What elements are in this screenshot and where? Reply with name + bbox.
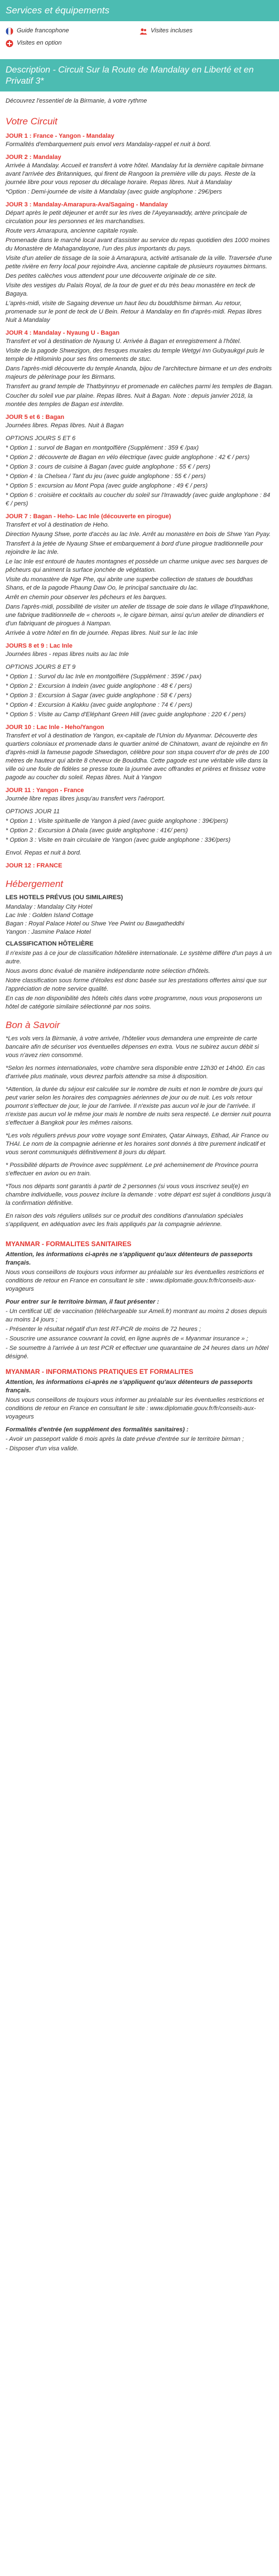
classification-text <box>6 949 273 1011</box>
day-line: * Option 3 : Excursion à Sagar (avec guide anglophone : 58 € / pers) <box>6 692 192 699</box>
day-line: Visite du monastère de Nge Phe, qui abrite une superbe collection de statues de bouddhas Shans, et de la pagode Phaung Daw Oo, le principal sanctuaire du lac. <box>6 576 253 591</box>
day-block <box>6 787 273 803</box>
day-line: *Option : Demi-journée de visite à Mandalay (avec guide anglophone : 29€/pers <box>6 189 222 195</box>
day-block <box>6 153 273 196</box>
day-line: * Option 6 : croisière et cocktails au coucher du soleil sur l'Irrawaddy (avec guide anglophone : 84 € / pers) <box>6 492 271 507</box>
day-title: JOUR 4 : Mandalay - Nyaung U - Bagan <box>6 330 120 336</box>
user-group-icon <box>140 27 147 35</box>
day-line: Départ après le petit déjeuner et arrêt sur les rives de l'Ayeyarwaddy, artère principale de circulation pour les personnes et les marchandises. <box>6 210 247 225</box>
day-line: OPTIONS JOURS 5 ET 6 <box>6 435 76 442</box>
good-to-know-heading: Bon à Savoir <box>6 1020 60 1030</box>
day-block <box>6 513 273 638</box>
day-line: Route vers Amarapura, ancienne capitale royale. <box>6 228 139 234</box>
info-paragraph: *Les vols réguliers prévus pour votre voyage sont Emirates, Qatar Airways, Etihad, Air France ou THAI. Le nom de la compagnie aérienne et les horaires sont donnés à titre purement indicatif et vous seront communiqués définitivement 8 jours du départ. <box>6 1132 269 1156</box>
info-paragraph: *Selon les normes internationales, votre chambre sera disponible entre 12h30 et 14h00. En cas d'arrivée plus matinale, vous devrez parfois attendre sa mise à disposition. <box>6 1065 265 1080</box>
day-block <box>6 723 273 782</box>
practical-heading: MYANMAR - INFORMATIONS PRATIQUES ET FORMALITES <box>6 1368 194 1376</box>
day-line: * Option 5 : Visite au Camp d'Eléphant Green Hill (avec guide anglophone : 220 € / pers) <box>6 711 246 718</box>
day-line: Transfert et vol à destination de Nyaung U. Arrivée à Bagan et enregistrement à l'hôtel. <box>6 338 242 345</box>
practical-line: Formalités d'entrée (en supplément des formalités sanitaires) : <box>6 1426 189 1433</box>
practical-line: - Disposer d'un visa valide. <box>6 1445 79 1452</box>
day-line: * Option 5 : excursion au Mont Popa (avec guide anglophone : 49 € / pers) <box>6 483 208 489</box>
practical-intro: Attention, les informations ci-après ne s'appliquent qu'aux détenteurs de passeports français. <box>6 1379 253 1394</box>
day-line: Des petites calèches vous attendent pour une découverte originale de ce site. <box>6 273 217 279</box>
day-line: Arrêt en chemin pour observer les pêcheurs et les barques. <box>6 594 167 601</box>
french-flag-icon <box>6 27 13 35</box>
plus-icon <box>6 40 13 47</box>
hotel-list <box>6 903 273 937</box>
day-line: * Option 4 : Excursion à Kakku (avec guide anglophone : 74 € / pers) <box>6 702 193 708</box>
description-header <box>0 59 279 91</box>
day-block <box>6 642 273 659</box>
hotel-item: Bagan : Royal Palace Hotel ou Shwe Yee Pwint ou Bawgatheddhi <box>6 920 185 927</box>
day-line: L'après-midi, visite de Sagaing devenue un haut lieu du bouddhisme birman. Au retour, promenade sur le pont de teck de U Bein. Retour à Mandalay en fin d'après-midi. Repas libres Nuit à Mandalay <box>6 300 262 324</box>
day-block <box>6 804 273 845</box>
info-paragraph: *Attention, la durée du séjour est calculée sur le nombre de nuits et non le nombre de jours qui peut varier selon les horaires des compagnies aériennes de jour ou de nuit. Les vols retour pourront s'effectuer de jour, le jour de l'arrivée. Il n'existe pas aucun vol le jour de l'arrivée. Il n'existe pas aucun vol le même jour mais le nombre de nuits sera respecté. Le dernier nuit pourra s'effectuer à Bangkok pour les mêmes raisons. <box>6 1086 271 1126</box>
lodging-subtitle: LES HOTELS PRÉVUS (OU SIMILAIRES) <box>6 894 123 901</box>
day-line: Dans l'après-midi découverte du temple Ananda, bijou de l'architecture birmane et un des endroits majeurs de pèlerinage pour les Birmans. <box>6 365 272 380</box>
itinerary-section <box>0 115 279 870</box>
day-line: OPTIONS JOURS 8 ET 9 <box>6 664 76 670</box>
itinerary-heading: Votre Circuit <box>6 116 57 127</box>
services-title: Services et équipements <box>0 0 279 21</box>
good-to-know-section <box>0 1019 279 1233</box>
day-line: Visite de la pagode Shwezigon, des fresques murales du temple Wetgyi Inn Gubyaukgyi puis le temple de Htilominlo pour ses fins ornements de stuc. <box>6 348 264 363</box>
day-line: Transfert à la jetée de Nyaung Shwe et embarquement à bord d'une pirogue traditionnelle pour rejoindre le lac Inle. <box>6 541 263 556</box>
health-line: Nous vous conseillons de toujours vous informer au préalable sur les éventuelles restrictions et conditions de retour en France en consultant le site : www.diplomatie.gouv.fr/fr/conseils-aux-voyageurs <box>6 1269 264 1292</box>
day-line: * Option 1 : Survol du lac Inle en montgolfière (Supplément : 359€ / pax) <box>6 673 201 680</box>
day-title: JOUR 10 : Lac Inle - Heho/Yangon <box>6 724 104 731</box>
day-line: Arrivée à Mandalay. Accueil et transfert à votre hôtel. Mandalay fut la dernière capitale birmane avant l'arrivée des Britanniques, qui firent de Rangoon la première ville du pays. Reste de la journée libre pour vous reposer du décalage horaire. Repas libres. Nuit à Mandalay <box>6 162 264 186</box>
classification-line: Notre classification sous forme d'étoiles est donc basée sur les prestations offertes ainsi que sur l'appréciation de notre service qualité. <box>6 977 267 992</box>
hotel-item: Yangon : Jasmine Palace Hotel <box>6 929 91 935</box>
day-line: Journées libres - repas libres nuits au lac Inle <box>6 651 129 658</box>
service-label: Visites incluses <box>151 27 193 34</box>
hotel-item: Lac Inle : Golden Island Cottage <box>6 912 94 919</box>
day-line: Envol. Repas et nuit à bord. <box>6 850 81 856</box>
service-item <box>140 27 193 35</box>
day-line: * Option 1 : survol de Bagan en montgolfière (Supplément : 359 € /pax) <box>6 445 199 451</box>
services-list <box>0 21 279 56</box>
health-line: - Un certificat UE de vaccination (téléchargeable sur Ameli.fr) montrant au moins 2 doses depuis au moins 14 jours ; <box>6 1308 267 1323</box>
practical-text <box>6 1396 273 1453</box>
description-title: Description - Circuit Sur la Route de Mandalay en Liberté et en Privatif 3* <box>6 65 254 86</box>
day-line: Arrivée à votre hôtel en fin de journée. Repas libres. Nuit sur le lac Inle <box>6 630 198 636</box>
day-title: JOUR 1 : France - Yangon - Mandalay <box>6 133 114 139</box>
day-line: Transfert au grand temple de Thatbyinnyu et promenade en calèches parmi les temples de Bagan. <box>6 383 273 390</box>
day-title: JOUR 5 et 6 : Bagan <box>6 414 65 421</box>
day-line: * Option 3 : cours de cuisine à Bagan (avec guide anglophone : 55 € / pers) <box>6 464 210 470</box>
day-title: JOUR 11 : Yangon - France <box>6 787 84 794</box>
practical-section <box>0 1368 279 1453</box>
day-line: OPTIONS JOUR 11 <box>6 808 60 815</box>
day-block <box>6 846 273 857</box>
day-line: Journée libre repas libres jusqu'au transfert vers l'aéroport. <box>6 795 166 802</box>
day-block <box>6 329 273 409</box>
service-item <box>6 39 62 47</box>
info-paragraph: *Tous nos départs sont garantis à partir de 2 personnes (si vous vous inscrivez seul(e) en chambre individuelle, vous pouvez inclure la demande : votre départ est sujet à conditions jusqu'à la confirmation définitive. <box>6 1183 271 1207</box>
day-line: Dans l'après-midi, possibilité de visiter un atelier de tissage de soie dans le village d'Inpawkhone, une fabrique traditionnelle de « cheroots », le cigare birman, ainsi qu'un atelier de dinandiers et d'un fabriquant de pirogues à Nampan. <box>6 604 270 627</box>
day-line: * Option 2 : découverte de Bagan en vélo électrique (avec guide anglophone : 42 € / pers) <box>6 454 250 461</box>
day-line: * Option 2 : Excursion à Indein (avec guide anglophone : 48 € / pers) <box>6 683 192 689</box>
day-block <box>6 660 273 719</box>
day-title: JOUR 7 : Bagan - Heho- Lac Inle (découverte en pirogue) <box>6 513 171 520</box>
good-to-know-text <box>6 1035 273 1233</box>
info-paragraph: En raison des vols réguliers utilisés sur ce produit des conditions d'annulation spéciales s'appliquent, en adéquation avec les frais appliqués par la compagnie aérienne. <box>6 1213 243 1228</box>
day-line: Coucher du soleil vue par plaine. Repas libres. Nuit à Bagan. Note : depuis janvier 2018, la montée des temples de Bagan est interdite. <box>6 393 253 408</box>
day-title: JOUR 12 : FRANCE <box>6 862 62 869</box>
day-line: Formalités d'embarquement puis envol vers Mandalay-rappel et nuit à bord. <box>6 141 211 148</box>
day-line: * Option 1 : Visite spirituelle de Yangon à pied (avec guide anglophone : 39€/pers) <box>6 818 228 824</box>
day-line: * Option 2 : Excursion à Dhala (avec guide anglophone : 41€/ pers) <box>6 827 188 834</box>
day-line: Direction Nyaung Shwe, porte d'accès au lac Inle. Arrêt au monastère en bois de Shwe Yan Pyay. <box>6 531 271 538</box>
health-intro: Attention, les informations ci-après ne s'appliquent qu'aux détenteurs de passeports français. <box>6 1251 253 1266</box>
health-line: - Souscrire une assurance couvrant la covid, en ligne auprès de « Myanmar insurance » ; <box>6 1335 248 1342</box>
health-line: Pour entrer sur le territoire birman, il faut présenter : <box>6 1299 160 1305</box>
day-title: JOUR 2 : Mandalay <box>6 154 61 161</box>
practical-line: Nous vous conseillons de toujours vous informer au préalable sur les éventuelles restrictions et conditions de retour en France en consultant le site : www.diplomatie.gouv.fr/fr/conseils-aux-voyageurs <box>6 1397 264 1420</box>
health-line: - Présenter le résultat négatif d'un test RT-PCR de moins de 72 heures ; <box>6 1326 201 1333</box>
day-line: Le lac Inle est entouré de hautes montagnes et possède un charme unique avec ses barques de pêcheurs qui animent la surface jonchée de végétation. <box>6 558 268 573</box>
info-paragraph: *Les vols vers la Birmanie, à votre arrivée, l'hôtelier vous demandera une empreinte de carte bancaire afin de sécuriser vos éventuelles dépenses en extra. Vous ne subirez aucun débit si vous n'avez rien consommé. <box>6 1035 259 1059</box>
practical-line: - Avoir un passeport valide 6 mois après la date prévue d'entrée sur le territoire birman ; <box>6 1436 244 1443</box>
day-line: Visite d'un atelier de tissage de la soie à Amarapura, activité artisanale de la ville. Traversée d'une petite rivière en ferry local pour rejoindre Ava, ancienne capitale de plusieurs royaumes birmans. <box>6 255 272 270</box>
day-block <box>6 431 273 508</box>
day-line: Transfert et vol à destination de Heho. <box>6 522 109 528</box>
day-line: Visite des vestiges du Palais Royal, de la tour de guet et du très beau monastère en teck de Bagaya. <box>6 282 256 297</box>
service-label: Guide francophone <box>17 27 69 34</box>
day-line: Promenade dans le marché local avant d'assister au service du repas quotidien des 1000 moines du Monastère de Mahagandayone, l'un des plus importants du pays. <box>6 237 270 252</box>
day-line: Transfert et vol à destination de Yangon, ex-capitale de l'Union du Myanmar. Découverte des quartiers coloniaux et promenade dans le quartier animé de Chinatown, avant de rejoindre en fin d'après-midi la fameuse pagode Shwedagon, célèbre pour son stupa couvert d'or de près de 100 mètres de hauteur qui abrite 8 cheveux de Bouddha. Cette pagode est une véritable ville dans la ville où une foule de fidèles se presse toute la journée avec offrandes et prières et finissez votre pagode au coucher du soleil. Repas libres. Nuit à Yangon <box>6 732 270 781</box>
day-title: JOURS 8 et 9 : Lac Inle <box>6 643 73 649</box>
health-heading: MYANMAR - FORMALITES SANITAIRES <box>6 1240 132 1248</box>
day-title: JOUR 3 : Mandalay-Amarapura-Ava/Sagaing - Mandalay <box>6 201 168 208</box>
classification-line: En cas de non disponibilité des hôtels cités dans votre programme, nous vous proposerons un hôtel de catégorie similaire sélectionné par nos soins. <box>6 995 262 1010</box>
service-label: Visites en option <box>17 40 62 46</box>
day-line: * Option 4 : la Chelsea / Tant du jeu (avec guide anglophone : 55 € / pers) <box>6 473 206 480</box>
day-block <box>6 862 273 870</box>
classification-line: Nous avons donc évalué de manière indépendante notre sélection d'hôtels. <box>6 968 210 975</box>
health-text <box>6 1268 273 1361</box>
hotel-item: Mandalay : Mandalay City Hotel <box>6 904 93 910</box>
spacer <box>6 1230 273 1233</box>
lodging-heading: Hébergement <box>6 879 64 889</box>
classification-title: CLASSIFICATION HÔTELIÈRE <box>6 940 94 947</box>
info-paragraph: * Possibilité départs de Province avec supplément. Le pré acheminement de Province pourra s'effectuer en avion ou en train. <box>6 1162 258 1177</box>
day-line: Journées libres. Repas libres. Nuit à Bagan <box>6 422 124 429</box>
health-section <box>0 1240 279 1361</box>
day-block <box>6 132 273 149</box>
day-block <box>6 413 273 430</box>
lodging-section <box>0 878 279 1011</box>
health-line: - Se soumettre à l'arrivée à un test PCR et effectuer une quarantaine de 24 heures dans un hôtel désigné. <box>6 1345 269 1360</box>
service-item <box>6 27 69 35</box>
day-line: * Option 3 : Visite en train circulaire de Yangon (avec guide anglophone : 33€/pers) <box>6 837 230 843</box>
day-block <box>6 201 273 325</box>
description-intro: Découvrez l'essentiel de la Birmanie, à votre rythme <box>6 98 147 104</box>
itinerary-days <box>6 132 273 870</box>
classification-line: Il n'existe pas à ce jour de classification hôtelière internationale. Le système diffère d'un pays à un autre. <box>6 950 272 965</box>
